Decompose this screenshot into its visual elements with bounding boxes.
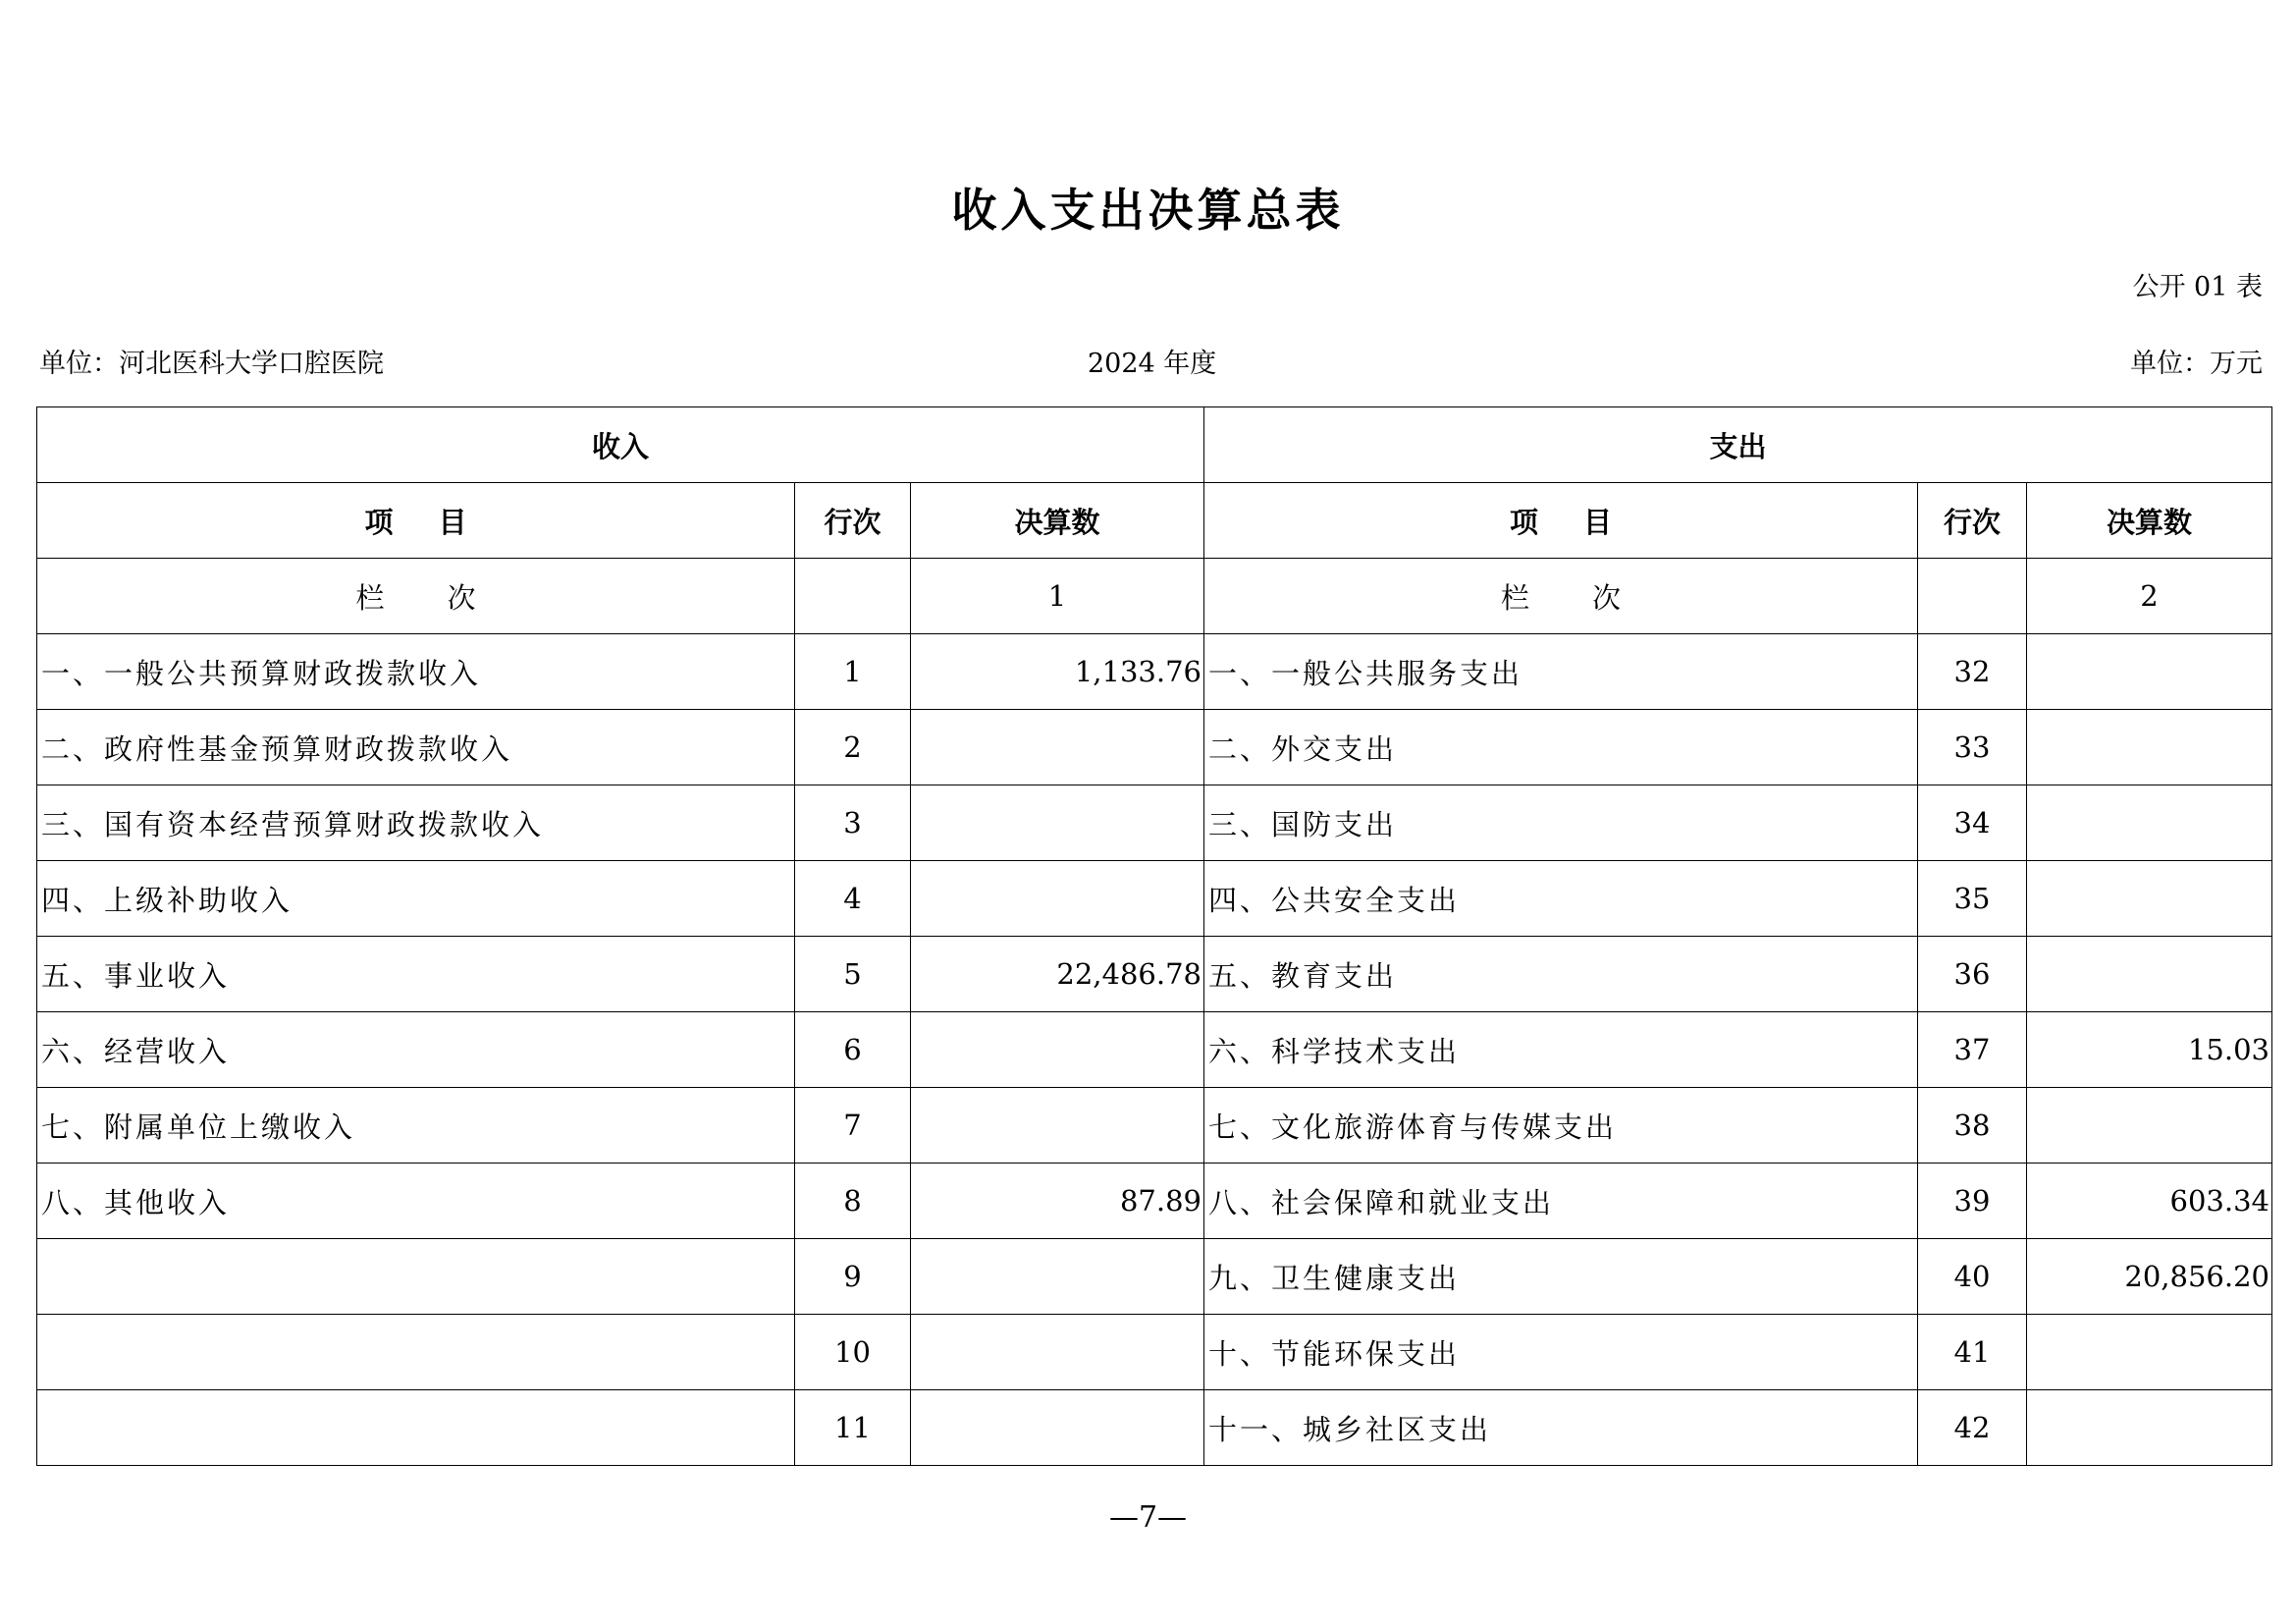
income-line: 5 bbox=[795, 937, 911, 1012]
expense-item: 十一、城乡社区支出 bbox=[1204, 1390, 1918, 1466]
income-section-header: 收入 bbox=[37, 407, 1204, 483]
income-column-index: 1 bbox=[911, 559, 1204, 634]
expense-amount bbox=[2027, 861, 2272, 937]
income-line: 2 bbox=[795, 710, 911, 785]
expense-item: 九、卫生健康支出 bbox=[1204, 1239, 1918, 1315]
income-column-label: 栏次 bbox=[37, 559, 795, 634]
income-item: 一、一般公共预算财政拨款收入 bbox=[37, 634, 795, 710]
expense-amount: 15.03 bbox=[2027, 1012, 2272, 1088]
column-index-row bbox=[37, 559, 2272, 634]
income-amount: 1,133.76 bbox=[911, 634, 1204, 710]
table-row bbox=[37, 1390, 2272, 1466]
income-line: 1 bbox=[795, 634, 911, 710]
table-row bbox=[37, 861, 2272, 937]
income-amount: 87.89 bbox=[911, 1164, 1204, 1239]
expense-item: 三、国防支出 bbox=[1204, 785, 1918, 861]
currency-unit: 单位：万元 bbox=[2130, 349, 2263, 379]
expense-line: 40 bbox=[1918, 1239, 2027, 1315]
expense-line: 38 bbox=[1918, 1088, 2027, 1164]
expense-item: 五、教育支出 bbox=[1204, 937, 1918, 1012]
expense-amount bbox=[2027, 634, 2272, 710]
income-item: 八、其他收入 bbox=[37, 1164, 795, 1239]
expense-amount: 20,856.20 bbox=[2027, 1239, 2272, 1315]
expense-amount-header: 决算数 bbox=[2027, 483, 2272, 559]
income-item bbox=[37, 1315, 795, 1390]
expense-item: 七、文化旅游体育与传媒支出 bbox=[1204, 1088, 1918, 1164]
expense-line: 35 bbox=[1918, 861, 2027, 937]
table-row bbox=[37, 710, 2272, 785]
expense-line: 32 bbox=[1918, 634, 2027, 710]
income-amount bbox=[911, 710, 1204, 785]
expense-line: 37 bbox=[1918, 1012, 2027, 1088]
expense-line: 42 bbox=[1918, 1390, 2027, 1466]
table-row bbox=[37, 785, 2272, 861]
column-header-row bbox=[37, 483, 2272, 559]
expense-amount bbox=[2027, 1088, 2272, 1164]
expense-amount: 603.34 bbox=[2027, 1164, 2272, 1239]
income-line: 11 bbox=[795, 1390, 911, 1466]
expense-amount bbox=[2027, 710, 2272, 785]
income-item: 七、附属单位上缴收入 bbox=[37, 1088, 795, 1164]
income-line: 3 bbox=[795, 785, 911, 861]
income-line: 4 bbox=[795, 861, 911, 937]
income-amount bbox=[911, 1315, 1204, 1390]
income-line: 8 bbox=[795, 1164, 911, 1239]
expense-line: 41 bbox=[1918, 1315, 2027, 1390]
table-row bbox=[37, 1239, 2272, 1315]
income-item-header: 项目 bbox=[37, 483, 795, 559]
expense-column-label: 栏次 bbox=[1204, 559, 1918, 634]
expense-amount bbox=[2027, 937, 2272, 1012]
expense-item: 四、公共安全支出 bbox=[1204, 861, 1918, 937]
income-amount bbox=[911, 1012, 1204, 1088]
reporting-unit: 单位：河北医科大学口腔医院 bbox=[39, 349, 384, 379]
expense-line: 33 bbox=[1918, 710, 2027, 785]
income-amount bbox=[911, 861, 1204, 937]
income-item: 六、经营收入 bbox=[37, 1012, 795, 1088]
table-row bbox=[37, 1088, 2272, 1164]
table-row bbox=[37, 1012, 2272, 1088]
income-line-header: 行次 bbox=[795, 483, 911, 559]
page-number: —7— bbox=[1108, 1500, 1188, 1535]
income-amount: 22,486.78 bbox=[911, 937, 1204, 1012]
expense-item-header: 项目 bbox=[1204, 483, 1918, 559]
income-amount bbox=[911, 1390, 1204, 1466]
expense-item: 二、外交支出 bbox=[1204, 710, 1918, 785]
expense-item: 八、社会保障和就业支出 bbox=[1204, 1164, 1918, 1239]
income-amount bbox=[911, 1088, 1204, 1164]
form-code: 公开 01 表 bbox=[2132, 272, 2263, 302]
income-line: 6 bbox=[795, 1012, 911, 1088]
expense-line: 34 bbox=[1918, 785, 2027, 861]
table-row bbox=[37, 937, 2272, 1012]
expense-line-empty bbox=[1918, 559, 2027, 634]
income-item: 三、国有资本经营预算财政拨款收入 bbox=[37, 785, 795, 861]
expense-line: 36 bbox=[1918, 937, 2027, 1012]
income-line: 9 bbox=[795, 1239, 911, 1315]
expense-line: 39 bbox=[1918, 1164, 2027, 1239]
income-amount bbox=[911, 785, 1204, 861]
page-title: 收入支出决算总表 bbox=[951, 184, 1345, 237]
table-row bbox=[37, 1315, 2272, 1390]
income-item: 五、事业收入 bbox=[37, 937, 795, 1012]
table-row bbox=[37, 1164, 2272, 1239]
fiscal-year: 2024 年度 bbox=[1088, 349, 1217, 379]
income-item bbox=[37, 1239, 795, 1315]
income-amount bbox=[911, 1239, 1204, 1315]
table-row bbox=[37, 634, 2272, 710]
expense-amount bbox=[2027, 785, 2272, 861]
income-expense-table bbox=[36, 406, 2272, 1466]
income-item bbox=[37, 1390, 795, 1466]
income-line: 7 bbox=[795, 1088, 911, 1164]
expense-item: 十、节能环保支出 bbox=[1204, 1315, 1918, 1390]
section-header-row bbox=[37, 407, 2272, 483]
income-item: 四、上级补助收入 bbox=[37, 861, 795, 937]
expense-column-index: 2 bbox=[2027, 559, 2272, 634]
expense-amount bbox=[2027, 1390, 2272, 1466]
expense-item: 一、一般公共服务支出 bbox=[1204, 634, 1918, 710]
income-line: 10 bbox=[795, 1315, 911, 1390]
expense-amount bbox=[2027, 1315, 2272, 1390]
income-line-empty bbox=[795, 559, 911, 634]
expense-item: 六、科学技术支出 bbox=[1204, 1012, 1918, 1088]
income-amount-header: 决算数 bbox=[911, 483, 1204, 559]
income-item: 二、政府性基金预算财政拨款收入 bbox=[37, 710, 795, 785]
expense-section-header: 支出 bbox=[1204, 407, 2272, 483]
expense-line-header: 行次 bbox=[1918, 483, 2027, 559]
